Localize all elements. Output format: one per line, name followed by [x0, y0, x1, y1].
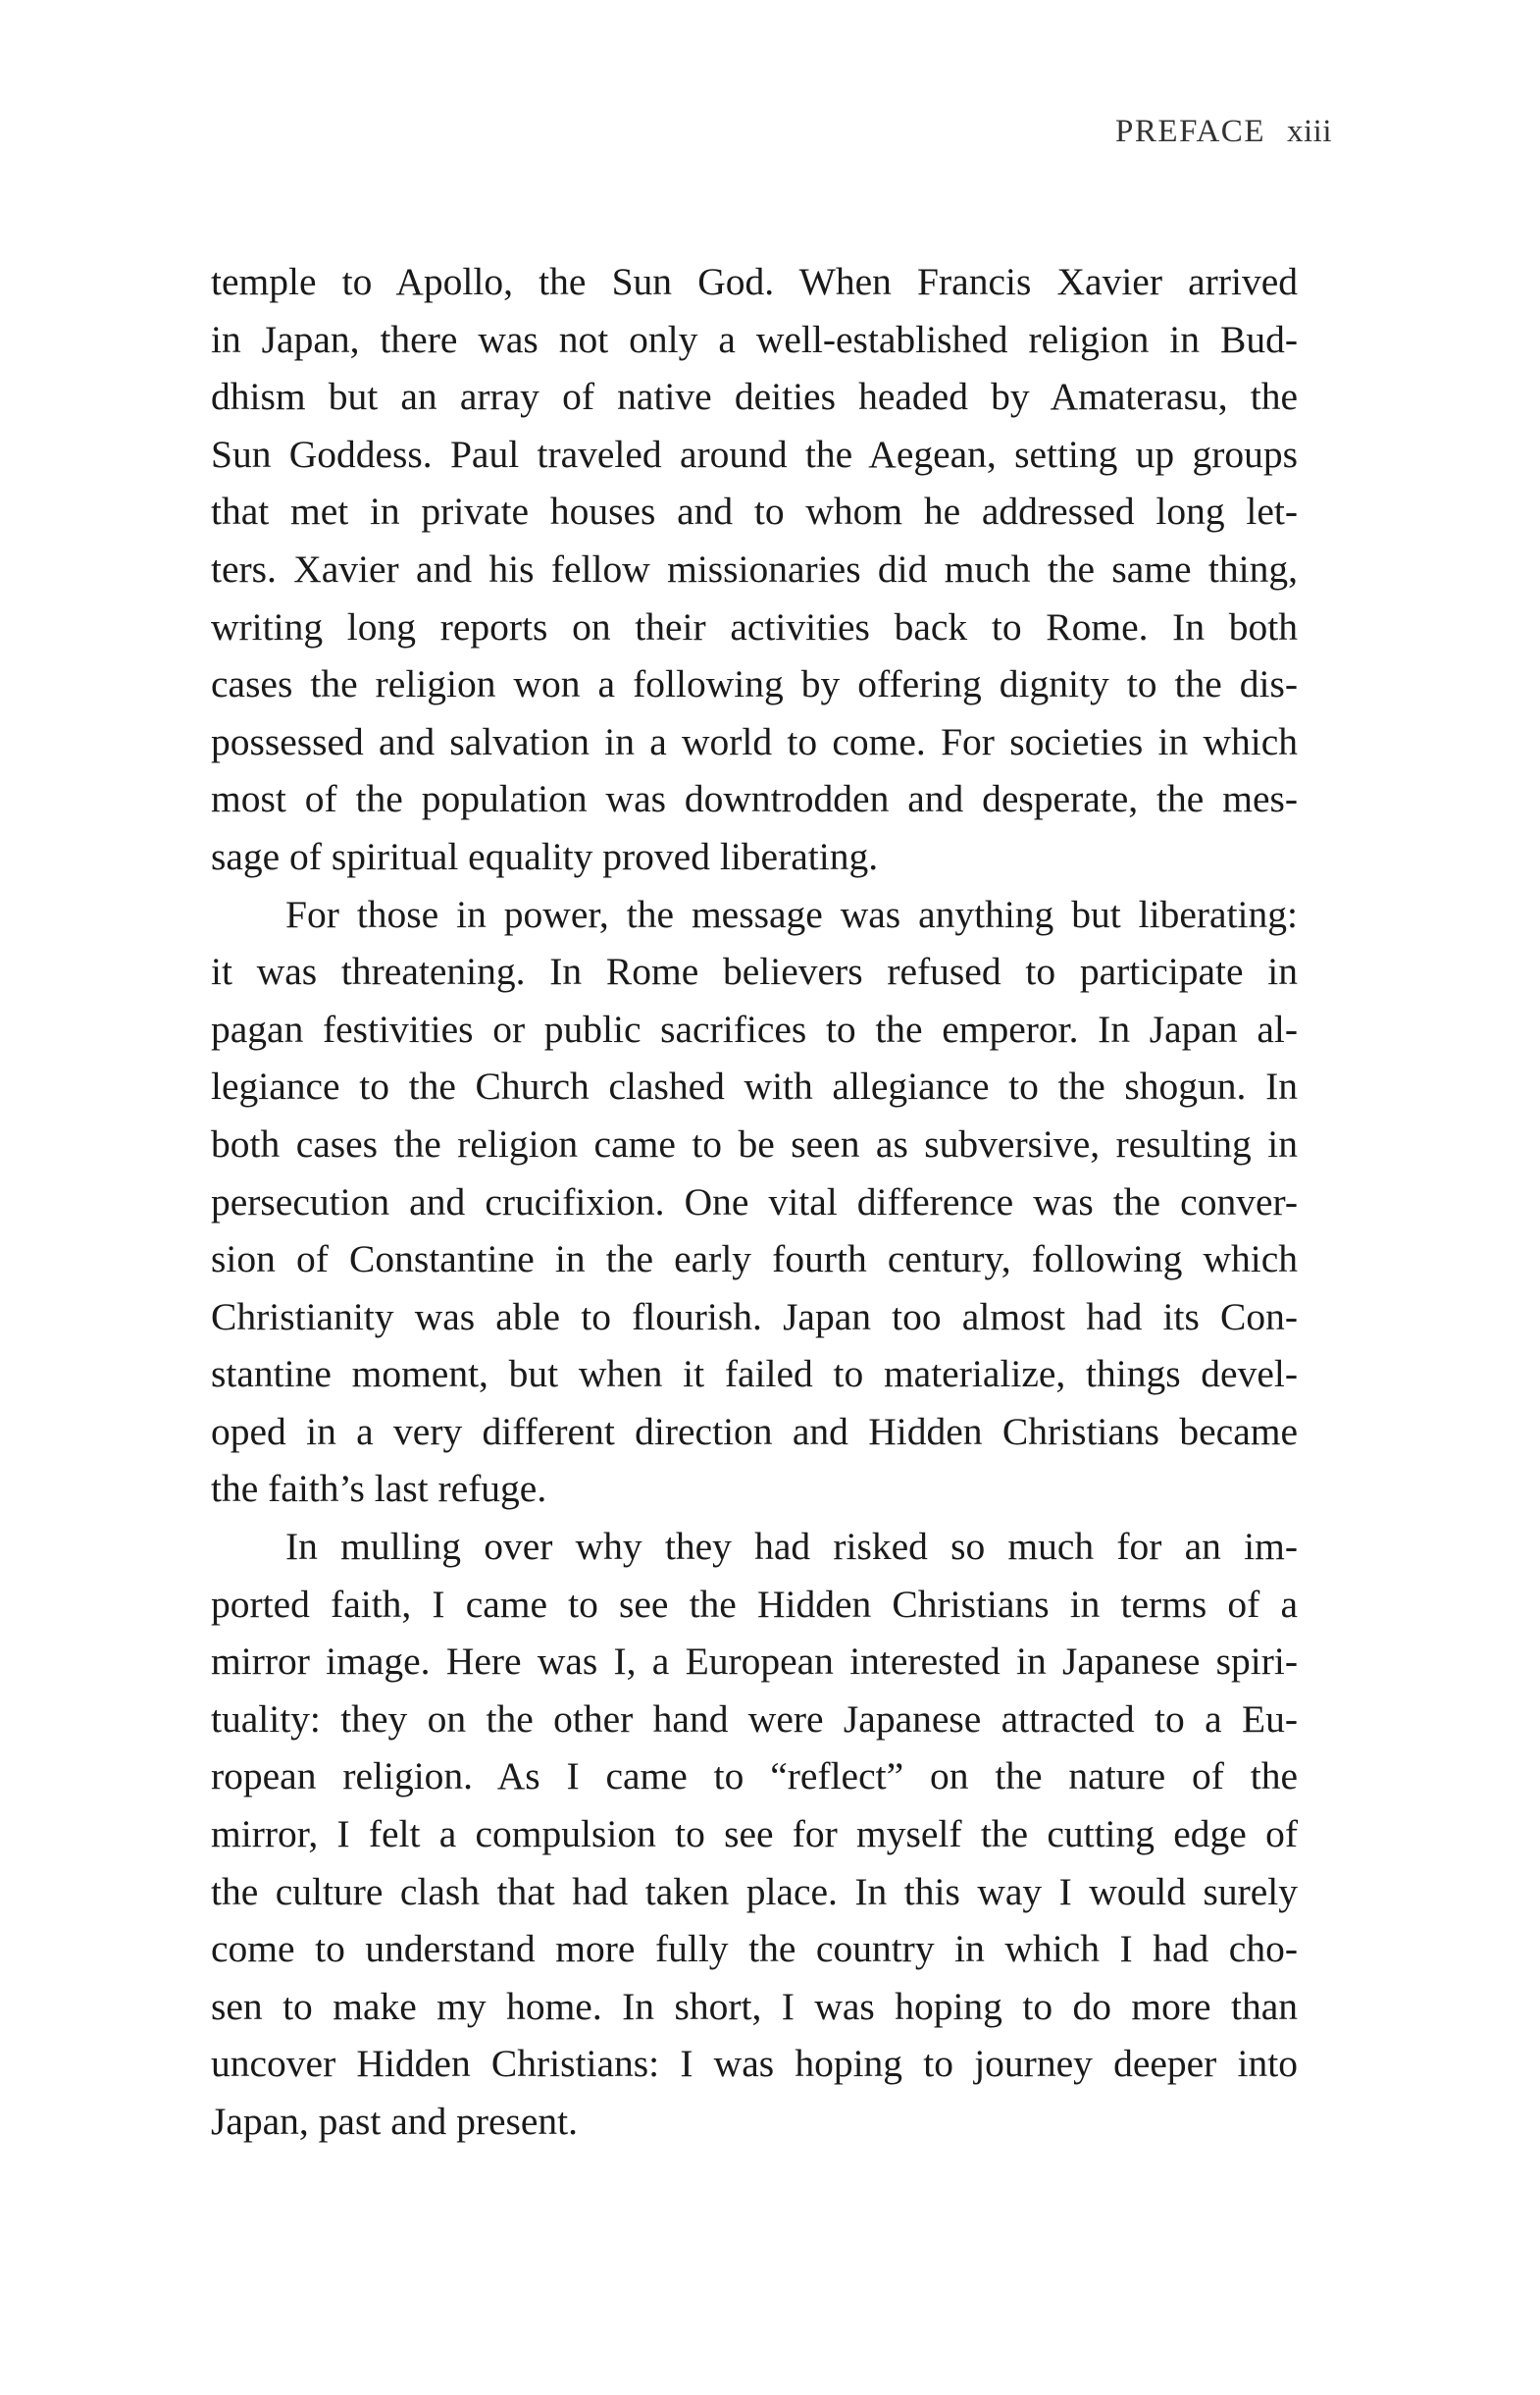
text-line: uncover Hidden Christians: I was hoping to journey deeper into — [211, 2042, 1298, 2086]
text-line: temple to Apollo, the Sun God. When Francis Xavier arrived — [211, 260, 1298, 303]
text-line: mirror, I felt a compulsion to see for myself the cutting edge of — [211, 1812, 1298, 1856]
running-head — [1115, 114, 1332, 150]
text-line: sion of Constantine in the early fourth century, following which — [211, 1237, 1298, 1281]
text-line: persecution and crucifixion. One vital difference was the conver- — [211, 1179, 1298, 1224]
text-line: mirror image. Here was I, a European interested in Japanese spiri- — [211, 1640, 1298, 1684]
body-text — [211, 253, 1298, 2151]
text-line: For those in power, the message was anything but liberating: — [285, 892, 1298, 936]
text-line: oped in a very different direction and Hidden Christians became — [211, 1409, 1298, 1453]
text-line: sen to make my home. In short, I was hoping to do more than — [211, 1984, 1298, 2028]
text-line: come to understand more fully the country in which I had cho- — [211, 1927, 1298, 1971]
paragraph-1 — [211, 253, 1298, 886]
text-line: pagan festivities or public sacrifices to the emperor. In Japan al- — [211, 1007, 1298, 1051]
text-line: cases the religion won a following by offering dignity to the dis- — [211, 662, 1298, 706]
paragraph-3 — [211, 1518, 1298, 2151]
text-line: dhism but an array of native deities headed by Amaterasu, the — [211, 375, 1298, 419]
text-line: Sun Goddess. Paul traveled around the Aegean, setting up groups — [211, 432, 1298, 476]
text-line: ters. Xavier and his fellow missionaries did much the same thing, — [211, 547, 1298, 591]
paragraph-2 — [211, 886, 1298, 1519]
page-number: xiii — [1286, 114, 1332, 149]
text-line: stantine moment, but when it failed to materialize, things devel- — [211, 1352, 1298, 1396]
text-line: most of the population was downtrodden and desperate, the mes- — [211, 777, 1298, 821]
text-line: the culture clash that had taken place. In this way I would surely — [211, 1869, 1298, 1913]
text-line: ropean religion. As I came to “reflect” on the nature of the — [211, 1754, 1298, 1798]
text-line: that met in private houses and to whom he addressed long let- — [211, 490, 1298, 534]
text-line: in Japan, there was not only a well-established religion in Bud- — [211, 317, 1298, 361]
text-line: Christianity was able to flourish. Japan too almost had its Con- — [211, 1294, 1298, 1338]
text-line: sage of spiritual equality proved liberating. — [211, 834, 879, 878]
text-line: it was threatening. In Rome believers refused to participate in — [211, 950, 1298, 994]
text-line: In mulling over why they had risked so much for an im- — [285, 1525, 1298, 1569]
text-line: writing long reports on their activities back to Rome. In both — [211, 604, 1298, 649]
text-line: tuality: they on the other hand were Japanese attracted to a Eu- — [211, 1696, 1298, 1741]
text-line: the faith’s last refuge. — [211, 1467, 547, 1511]
running-head-section: PREFACE — [1115, 114, 1265, 149]
text-line: ported faith, I came to see the Hidden Christians in terms of a — [211, 1582, 1298, 1626]
text-line: both cases the religion came to be seen as subversive, resulting in — [211, 1121, 1298, 1166]
text-line: possessed and salvation in a world to come. For societies in which — [211, 719, 1298, 763]
text-line: legiance to the Church clashed with allegiance to the shogun. In — [211, 1065, 1298, 1109]
text-line: Japan, past and present. — [211, 2100, 579, 2143]
